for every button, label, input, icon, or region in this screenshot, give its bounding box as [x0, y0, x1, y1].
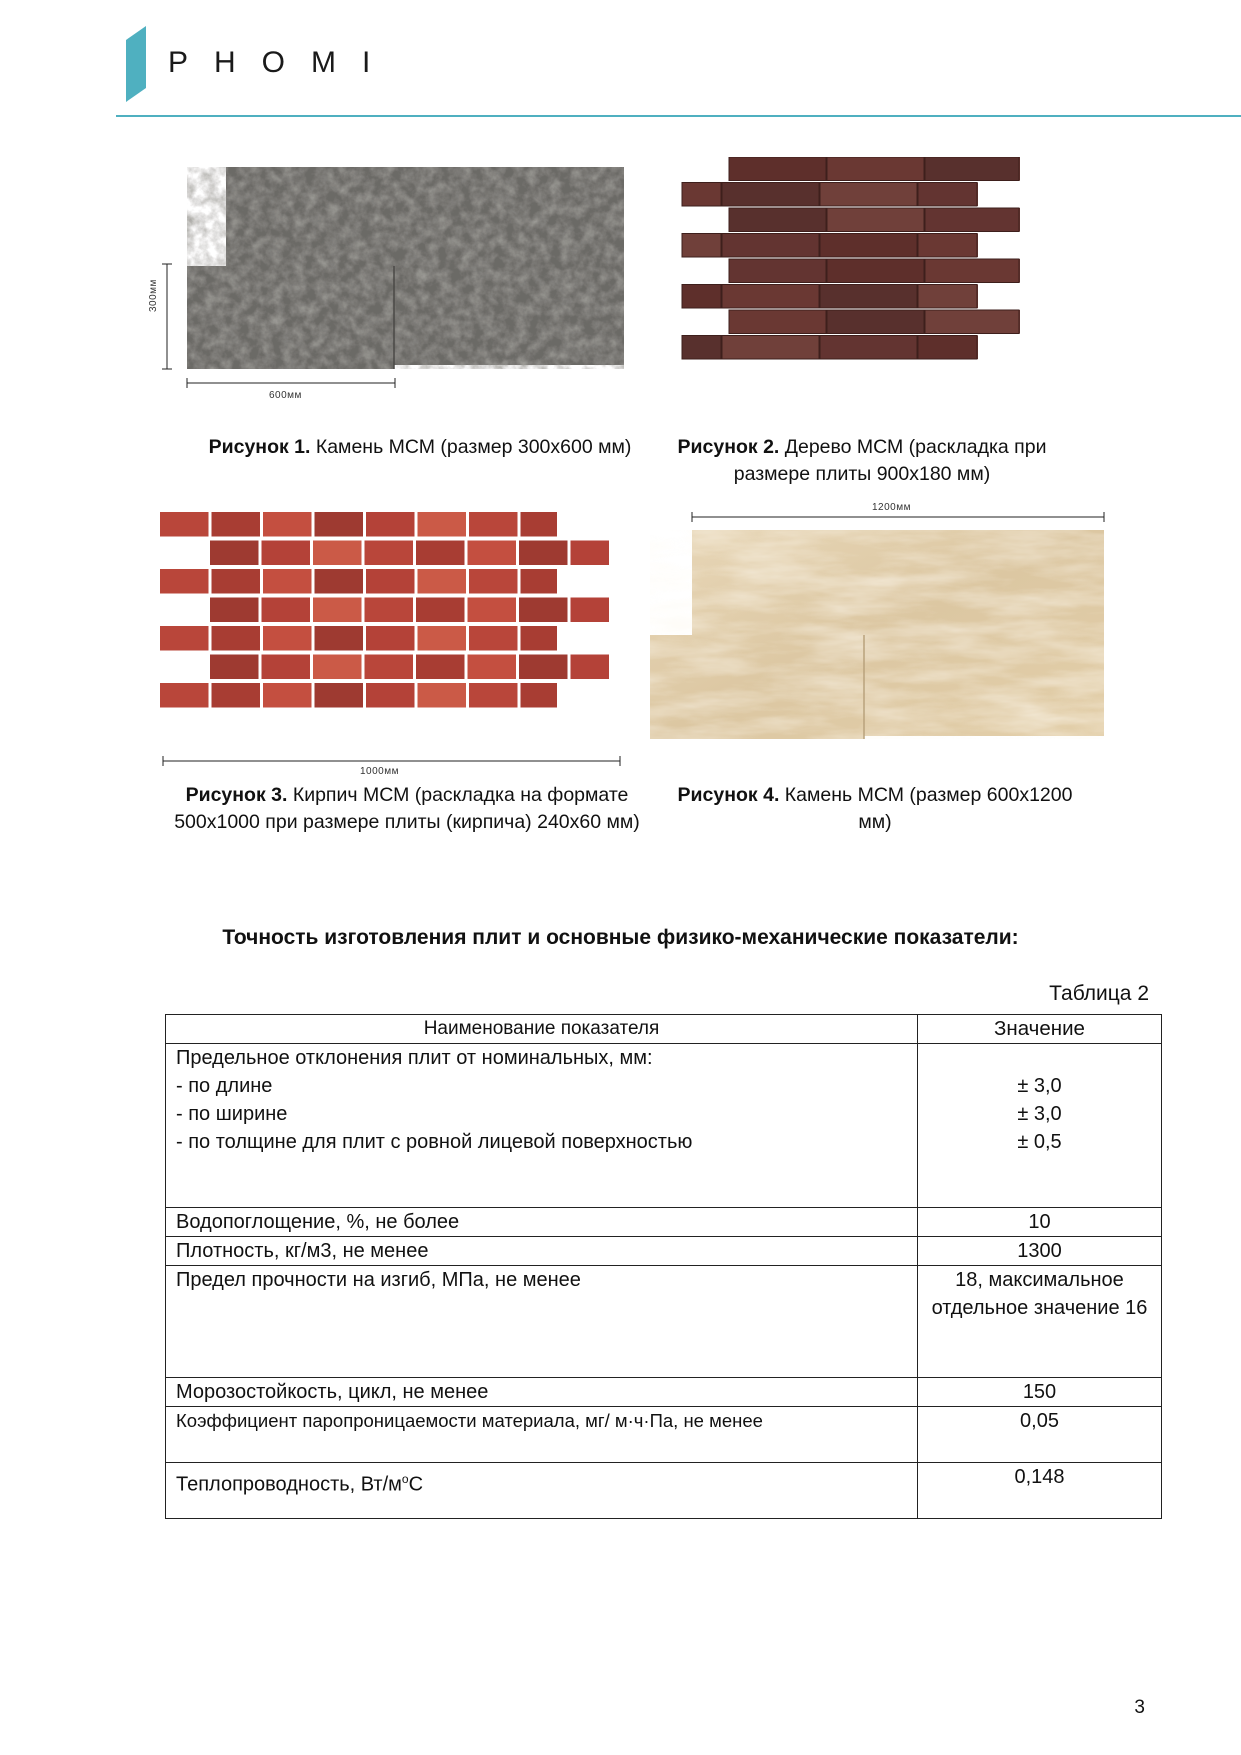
texture-piece — [315, 569, 364, 594]
texture-piece — [925, 208, 1019, 232]
texture-piece — [263, 683, 312, 708]
row-value: 1300 — [918, 1237, 1162, 1266]
header-value: Значение — [918, 1015, 1162, 1044]
texture-piece — [212, 512, 261, 537]
texture-piece — [262, 541, 311, 566]
texture-piece — [365, 598, 414, 623]
texture-piece — [925, 310, 1019, 334]
texture-piece — [469, 569, 518, 594]
logo-text: PHOMI — [168, 46, 397, 79]
texture-piece — [820, 234, 917, 258]
texture-piece — [212, 626, 261, 651]
texture-piece — [521, 512, 558, 537]
table-row — [166, 1463, 1162, 1519]
deviation-item: - по длине — [176, 1075, 273, 1097]
texture-piece — [366, 569, 415, 594]
texture-piece — [418, 683, 467, 708]
texture-piece — [918, 285, 977, 309]
row-name: Предел прочности на изгиб, МПа, не менее — [166, 1266, 918, 1378]
texture-piece — [366, 626, 415, 651]
row-value: 150 — [918, 1378, 1162, 1407]
deviation-item: - по ширине — [176, 1103, 288, 1125]
logo-mark-icon — [126, 26, 146, 102]
texture-piece — [313, 598, 362, 623]
row-name: Плотность, кг/м3, не менее — [166, 1237, 918, 1266]
figure-3-caption: Рисунок 3. Кирпич МСМ (раскладка на формате 500х1000 при размере плиты (кирпича) 240х60 мм) — [174, 784, 640, 833]
row-value: 18, максимальное отдельное значение 16 — [918, 1266, 1162, 1378]
texture-piece — [210, 541, 259, 566]
texture-piece — [918, 183, 977, 207]
texture-piece — [729, 259, 826, 283]
texture-piece — [212, 683, 261, 708]
figure-3-width-dim: 1000мм — [360, 766, 399, 777]
row-value: 0,148 — [918, 1463, 1162, 1519]
texture-piece — [160, 626, 209, 651]
row-value: 10 — [918, 1208, 1162, 1237]
texture-piece — [365, 655, 414, 680]
figure-1-caption: Рисунок 1. Камень МСМ (размер 300х600 мм) — [208, 436, 632, 458]
texture-piece — [418, 626, 467, 651]
texture-piece — [469, 512, 518, 537]
texture-piece — [210, 655, 259, 680]
figure-1-height-dim: 300мм — [148, 279, 159, 312]
texture-piece — [820, 336, 917, 360]
figure-4-stone-image — [648, 508, 1108, 748]
texture-piece — [571, 541, 610, 566]
texture-piece — [315, 683, 364, 708]
deviation-value: ± 3,0 — [1017, 1075, 1062, 1097]
texture-piece — [263, 626, 312, 651]
deviation-item: - по толщине для плит с ровной лицевой поверхностью — [176, 1131, 693, 1153]
texture-piece — [469, 683, 518, 708]
texture-piece — [820, 285, 917, 309]
texture-piece — [918, 336, 977, 360]
texture-piece — [160, 683, 209, 708]
texture-piece — [160, 512, 209, 537]
texture-piece — [263, 512, 312, 537]
table-header-row — [166, 1015, 1162, 1044]
texture-piece — [729, 310, 826, 334]
texture-piece — [571, 655, 610, 680]
texture-piece — [827, 259, 924, 283]
texture-piece — [416, 655, 465, 680]
texture-piece — [827, 157, 924, 181]
texture-piece — [418, 512, 467, 537]
texture-piece — [519, 655, 568, 680]
figure-3-brick-image — [160, 512, 630, 772]
figure-1-width-dim: 600мм — [269, 390, 302, 401]
texture-piece — [827, 310, 924, 334]
texture-piece — [313, 541, 362, 566]
texture-piece — [262, 655, 311, 680]
table-row — [166, 1407, 1162, 1463]
texture-piece — [682, 183, 721, 207]
texture-piece — [212, 569, 261, 594]
texture-piece — [925, 157, 1019, 181]
texture-piece — [521, 683, 558, 708]
texture-piece — [468, 598, 517, 623]
texture-piece — [468, 541, 517, 566]
bricks — [160, 512, 609, 708]
header-rule — [116, 115, 1241, 117]
table-row — [166, 1208, 1162, 1237]
texture-piece — [827, 208, 924, 232]
texture-piece — [416, 541, 465, 566]
figure-1-stone-image — [150, 160, 630, 410]
row-name: Коэффициент паропроницаемости материала, мг/ м·ч·Па, не менее — [166, 1407, 918, 1463]
texture-piece — [925, 259, 1019, 283]
deviation-title: Предельное отклонения плит от номинальных, мм: — [176, 1047, 653, 1069]
texture-piece — [729, 157, 826, 181]
row-name: Морозостойкость, цикл, не менее — [166, 1378, 918, 1407]
texture-piece — [263, 569, 312, 594]
texture-piece — [315, 626, 364, 651]
section-title: Точность изготовления плит и основные физико-механические показатели: — [222, 926, 1019, 949]
spec-table — [165, 1014, 1162, 1519]
table-row — [166, 1237, 1162, 1266]
texture-piece — [519, 541, 568, 566]
texture-piece — [571, 598, 610, 623]
texture-piece — [682, 285, 721, 309]
texture-piece — [820, 183, 917, 207]
texture-piece — [682, 336, 721, 360]
texture-piece — [365, 541, 414, 566]
figure-4-width-dim: 1200мм — [872, 502, 911, 513]
texture-piece — [722, 183, 819, 207]
row-name: Теплопроводность, $Вт/м^оС$ — [166, 1463, 918, 1519]
header-name: Наименование показателя — [166, 1015, 918, 1044]
page-number: 3 — [1134, 1697, 1145, 1718]
deviation-value-cell — [918, 1044, 1162, 1208]
texture-piece — [210, 598, 259, 623]
wood-planks — [682, 157, 1020, 359]
table-label: Таблица 2 — [1049, 982, 1149, 1005]
texture-piece — [313, 655, 362, 680]
texture-piece — [521, 569, 558, 594]
texture-piece — [722, 336, 819, 360]
table-row — [166, 1266, 1162, 1378]
row-value: 0,05 — [918, 1407, 1162, 1463]
row-name: Водопоглощение, %, не более — [166, 1208, 918, 1237]
table-row — [166, 1378, 1162, 1407]
texture-piece — [160, 569, 209, 594]
texture-piece — [722, 285, 819, 309]
deviation-value: ± 0,5 — [1017, 1131, 1062, 1153]
texture-piece — [521, 626, 558, 651]
table-row — [166, 1044, 1162, 1208]
texture-piece — [519, 598, 568, 623]
texture-piece — [366, 512, 415, 537]
texture-piece — [366, 683, 415, 708]
deviation-value: ± 3,0 — [1017, 1103, 1062, 1125]
texture-piece — [468, 655, 517, 680]
figure-4-caption: Рисунок 4. Камень МСМ (размер 600х1200 мм) — [677, 784, 1073, 833]
texture-piece — [418, 569, 467, 594]
texture-piece — [682, 234, 721, 258]
texture-piece — [729, 208, 826, 232]
texture-piece — [416, 598, 465, 623]
texture-piece — [722, 234, 819, 258]
texture-piece — [315, 512, 364, 537]
figure-2-caption: Рисунок 2. Дерево МСМ (раскладка при размере плиты 900х180 мм) — [677, 436, 1047, 485]
texture-piece — [262, 598, 311, 623]
texture-piece — [469, 626, 518, 651]
texture-piece — [918, 234, 977, 258]
figure-2-wood-image — [676, 157, 1031, 392]
deviation-name-cell — [166, 1044, 918, 1208]
